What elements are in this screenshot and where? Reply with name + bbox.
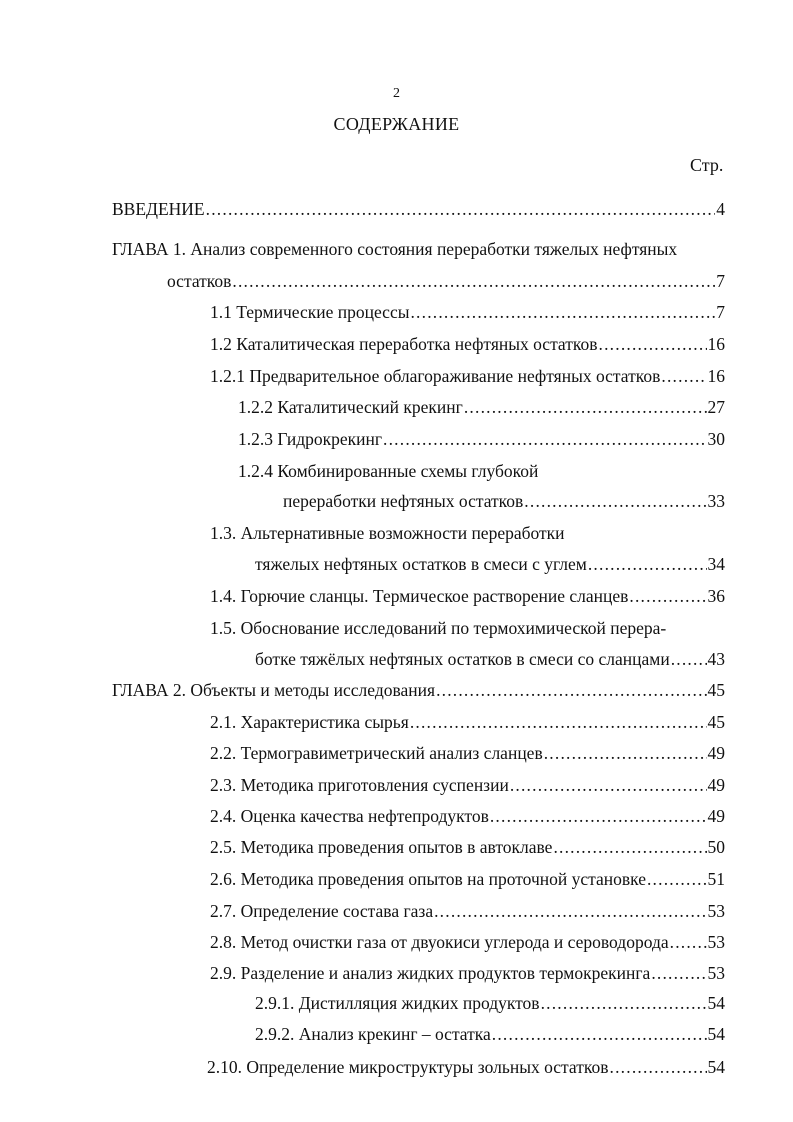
toc-entry-2-7[interactable] [210, 900, 725, 922]
toc-entry-text: 1.1 Термические процессы [210, 302, 410, 322]
toc-entry-page: 30 [707, 429, 725, 449]
toc-leader-dots [410, 301, 715, 323]
toc-entry-page: 54 [707, 1057, 725, 1077]
toc-entry-page: 53 [707, 963, 725, 983]
toc-entry-text: 2.7. Определение состава газа [210, 901, 434, 921]
toc-entry-page: 16 [707, 334, 725, 354]
toc-entry-text: 2.10. Определение микроструктуры зольных остатков [207, 1057, 609, 1077]
toc-leader-dots [599, 333, 707, 355]
toc-entry-page: 51 [707, 869, 725, 889]
toc-entry-1-5-line-1[interactable]: 1.5. Обоснование исследований по термохимической перера- [210, 618, 667, 638]
toc-leader-dots [524, 490, 706, 512]
toc-entry-text: 1.2.2 Каталитический крекинг [238, 397, 463, 417]
toc-leader-dots [647, 868, 707, 890]
page-number: 2 [393, 86, 400, 101]
toc-entry-text: остатков [167, 271, 232, 291]
toc-entry-2-5[interactable] [210, 836, 725, 858]
toc-entry-text: ботке тяжёлых нефтяных остатков в смеси со сланцами [255, 649, 670, 669]
toc-leader-dots [661, 365, 706, 387]
toc-entry-text: переработки нефтяных остатков [283, 491, 524, 511]
toc-leader-dots [492, 1023, 707, 1045]
toc-entry-text: 2.6. Методика проведения опытов на проточной установке [210, 869, 646, 889]
toc-leader-dots [670, 931, 707, 953]
toc-leader-dots [541, 992, 707, 1014]
toc-entry-text: 1.2.1 Предварительное облагораживание нефтяных остатков [210, 366, 661, 386]
toc-entry-1-2-3[interactable] [238, 428, 725, 450]
toc-entry-text: ГЛАВА 2. Объекты и методы исследования [112, 680, 436, 700]
toc-entry-text: 2.3. Методика приготовления суспензии [210, 775, 509, 795]
toc-entry-1-2-1[interactable] [210, 365, 725, 387]
page-column-label: Стр. [690, 155, 724, 175]
toc-entry-text: 1.4. Горючие сланцы. Термическое растворение сланцев [210, 586, 629, 606]
toc-leader-dots [553, 836, 706, 858]
toc-entry-1-3-line-1[interactable]: 1.3. Альтернативные возможности переработки [210, 523, 565, 543]
toc-entry-page: 7 [716, 302, 725, 322]
toc-entry-2-9-1[interactable] [255, 992, 725, 1014]
toc-leader-dots [610, 1056, 707, 1078]
toc-leader-dots [410, 711, 707, 733]
toc-entry-page: 4 [716, 199, 725, 219]
toc-leader-dots [490, 805, 707, 827]
toc-entry-text: тяжелых нефтяных остатков в смеси с углем [255, 554, 587, 574]
toc-entry-1-2-4-line-1[interactable]: 1.2.4 Комбинированные схемы глубокой [238, 461, 539, 481]
toc-entry-2-6[interactable] [210, 868, 725, 890]
toc-entry-2-3[interactable] [210, 774, 725, 796]
toc-entry-2-9-2[interactable] [255, 1023, 725, 1045]
toc-entry-text: 2.9.1. Дистилляция жидких продуктов [255, 993, 540, 1013]
toc-entry-chapter-1[interactable] [167, 270, 725, 292]
toc-leader-dots [510, 774, 707, 796]
toc-entry-page: 50 [707, 837, 725, 857]
toc-entry-1-4[interactable] [210, 585, 725, 607]
toc-entry-text: 2.9.2. Анализ крекинг – остатка [255, 1024, 491, 1044]
toc-entry-page: 33 [707, 491, 725, 511]
toc-entry-1-5[interactable] [255, 648, 725, 670]
toc-entry-page: 27 [707, 397, 725, 417]
toc-entry-text: 2.2. Термогравиметрический анализ сланцев [210, 743, 543, 763]
toc-entry-2-4[interactable] [210, 805, 725, 827]
toc-entry-2-2[interactable] [210, 742, 725, 764]
toc-entry-page: 16 [707, 366, 725, 386]
toc-entry-text: 2.8. Метод очистки газа от двуокиси углерода и сероводорода [210, 932, 669, 952]
toc-entry-page: 43 [707, 649, 725, 669]
toc-leader-dots [206, 198, 716, 220]
toc-entry-text: 1.2 Каталитическая переработка нефтяных остатков [210, 334, 598, 354]
toc-entry-1-3[interactable] [255, 553, 725, 575]
toc-leader-dots [671, 648, 707, 670]
toc-leader-dots [629, 585, 706, 607]
toc-leader-dots [232, 270, 715, 292]
toc-leader-dots [588, 553, 707, 575]
toc-entry-2-8[interactable] [210, 931, 725, 953]
toc-leader-dots [544, 742, 707, 764]
toc-entry-text: 2.4. Оценка качества нефтепродуктов [210, 806, 489, 826]
toc-leader-dots [651, 962, 706, 984]
toc-leader-dots [383, 428, 706, 450]
toc-entry-text: 2.9. Разделение и анализ жидких продуктов термокрекинга [210, 963, 651, 983]
toc-entry-page: 36 [707, 586, 725, 606]
toc-leader-dots [436, 679, 706, 701]
toc-entry-chapter-1-line-1[interactable]: ГЛАВА 1. Анализ современного состояния переработки тяжелых нефтяных [112, 239, 678, 259]
toc-entry-introduction[interactable] [112, 198, 725, 220]
toc-leader-dots [464, 396, 707, 418]
toc-entry-1-1[interactable] [210, 301, 725, 323]
toc-entry-2-10[interactable] [207, 1056, 725, 1078]
toc-entry-2-1[interactable] [210, 711, 725, 733]
toc-entry-page: 45 [707, 680, 725, 700]
toc-entry-page: 54 [707, 1024, 725, 1044]
toc-entry-page: 49 [707, 743, 725, 763]
toc-entry-page: 53 [707, 901, 725, 921]
toc-entry-page: 34 [707, 554, 725, 574]
page-title: СОДЕРЖАНИЕ [333, 114, 460, 134]
toc-entry-text: ВВЕДЕНИЕ [112, 199, 205, 219]
toc-entry-1-2[interactable] [210, 333, 725, 355]
toc-entry-1-2-4[interactable] [283, 490, 725, 512]
toc-entry-page: 53 [707, 932, 725, 952]
toc-entry-page: 45 [707, 712, 725, 732]
toc-entry-page: 7 [716, 271, 725, 291]
toc-entry-1-2-2[interactable] [238, 396, 725, 418]
toc-entry-text: 1.2.3 Гидрокрекинг [238, 429, 383, 449]
toc-entry-page: 49 [707, 775, 725, 795]
toc-entry-page: 54 [707, 993, 725, 1013]
toc-leader-dots [434, 900, 706, 922]
toc-entry-text: 2.5. Методика проведения опытов в автоклаве [210, 837, 553, 857]
toc-entry-page: 49 [707, 806, 725, 826]
toc-entry-text: 2.1. Характеристика сырья [210, 712, 409, 732]
toc-entry-2-9[interactable] [210, 962, 725, 984]
toc-entry-chapter-2[interactable] [112, 679, 725, 701]
